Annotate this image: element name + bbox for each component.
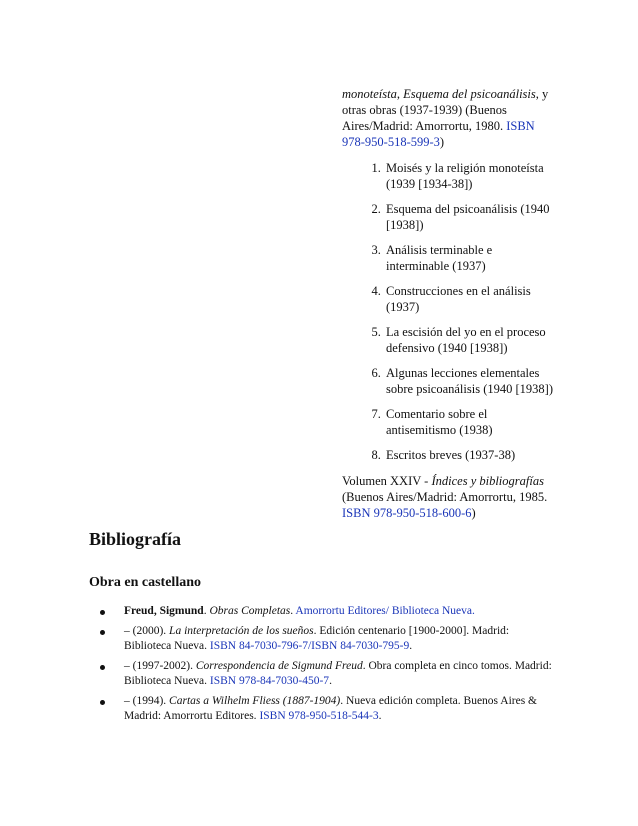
works-list-item: 6. Algunas lecciones elementales sobre psicoanálisis (1940 [1938]) xyxy=(384,365,556,397)
isbn-link[interactable]: ISBN 978-950-518-599-3 xyxy=(342,119,535,149)
work-title: Correspondencia de Sigmund Freud xyxy=(195,660,363,672)
publication-details: , y otras obras (1937-1939) (Buenos Aires/Madrid: Amorrortu, 1980. xyxy=(342,87,549,133)
works-list-item: 8. Escritos breves (1937-38) xyxy=(384,447,556,463)
bibliography-item: – (2000). La interpretación de los sueños. Edición centenario [1900-2000]. Madrid: Biblioteca Nueva. ISBN 84-7030-796-7/ISBN 84-7030-795-9. xyxy=(89,624,559,654)
bibliography-heading: Bibliografía xyxy=(89,529,182,549)
bibliography-list xyxy=(89,604,559,729)
bibliography-item: – (1994). Cartas a Wilhelm Fliess (1887-1904). Nueva edición completa. Buenos Aires & Madrid: Amorrortu Editores. ISBN 978-950-518-544-3. xyxy=(89,694,559,724)
works-list-item: 7. Comentario sobre el antisemitismo (1938) xyxy=(384,406,556,438)
works-list-item: 3. Análisis terminable e interminable (1937) xyxy=(384,242,556,274)
works-list-item: 5. La escisión del yo en el proceso defensivo (1940 [1938]) xyxy=(384,324,556,356)
work-title: Índices y bibliografías xyxy=(431,474,544,488)
bullet-icon xyxy=(100,665,105,670)
work-title: Obras Completas xyxy=(209,605,291,617)
isbn-link[interactable]: ISBN 978-950-518-600-6 xyxy=(342,506,472,520)
publication-details: . Nueva edición completa. Buenos Aires & Madrid: Amorrortu Editores. xyxy=(124,695,537,722)
isbn-link[interactable]: ISBN 84-7030-796-7/ISBN 84-7030-795-9 xyxy=(209,640,410,652)
volume-xxiv-entry: Volumen XXIV - Índices y bibliografías (Buenos Aires/Madrid: Amorrortu, 1985. ISBN 978-950-518-600-6) xyxy=(342,474,548,520)
work-title: monoteísta xyxy=(342,87,397,101)
volume-xxiii-column xyxy=(342,86,556,521)
work-title: Cartas a Wilhelm Fliess (1887-1904) xyxy=(169,695,341,707)
bibliography-item: – (1997-2002). Correspondencia de Sigmund Freud. Obra completa en cinco tomos. Madrid: Biblioteca Nueva. ISBN 978-84-7030-450-7. xyxy=(89,659,559,689)
isbn-link[interactable]: ISBN 978-950-518-544-3 xyxy=(259,710,379,722)
publication-details: . Edición centenario [1900-2000]. Madrid: Biblioteca Nueva. xyxy=(124,625,510,652)
isbn-link[interactable]: ISBN 978-84-7030-450-7 xyxy=(209,675,330,687)
author: Freud, Sigmund xyxy=(124,605,204,617)
works-list-item: 1. Moisés y la religión monoteísta (1939 [1934-38]) xyxy=(384,160,556,192)
bullet-icon xyxy=(100,700,105,705)
volume-xxiii-intro: monoteísta, Esquema del psicoanálisis, y otras obras (1937-1939) (Buenos Aires/Madrid: Amorrortu, 1980. ISBN 978-950-518-599-3) xyxy=(342,87,549,149)
spanish-works-subheading: Obra en castellano xyxy=(89,575,201,590)
works-list xyxy=(342,160,556,463)
bullet-icon xyxy=(100,630,105,635)
work-title: La interpretación de los sueños xyxy=(169,625,314,637)
publication-details: . Obra completa en cinco tomos. Madrid: Biblioteca Nueva. xyxy=(124,660,552,687)
bullet-icon xyxy=(100,610,105,615)
bibliography-item: Freud, Sigmund. Obras Completas. Amorrortu Editores/ Biblioteca Nueva. xyxy=(89,604,559,619)
works-list-item: 4. Construcciones en el análisis (1937) xyxy=(384,283,556,315)
work-title: Esquema del psicoanálisis xyxy=(403,87,536,101)
works-list-item: 2. Esquema del psicoanálisis (1940 [1938]) xyxy=(384,201,556,233)
publication-details: (Buenos Aires/Madrid: Amorrortu, 1985. xyxy=(342,490,548,504)
publisher-link[interactable]: Amorrortu Editores/ Biblioteca Nueva. xyxy=(295,605,475,617)
